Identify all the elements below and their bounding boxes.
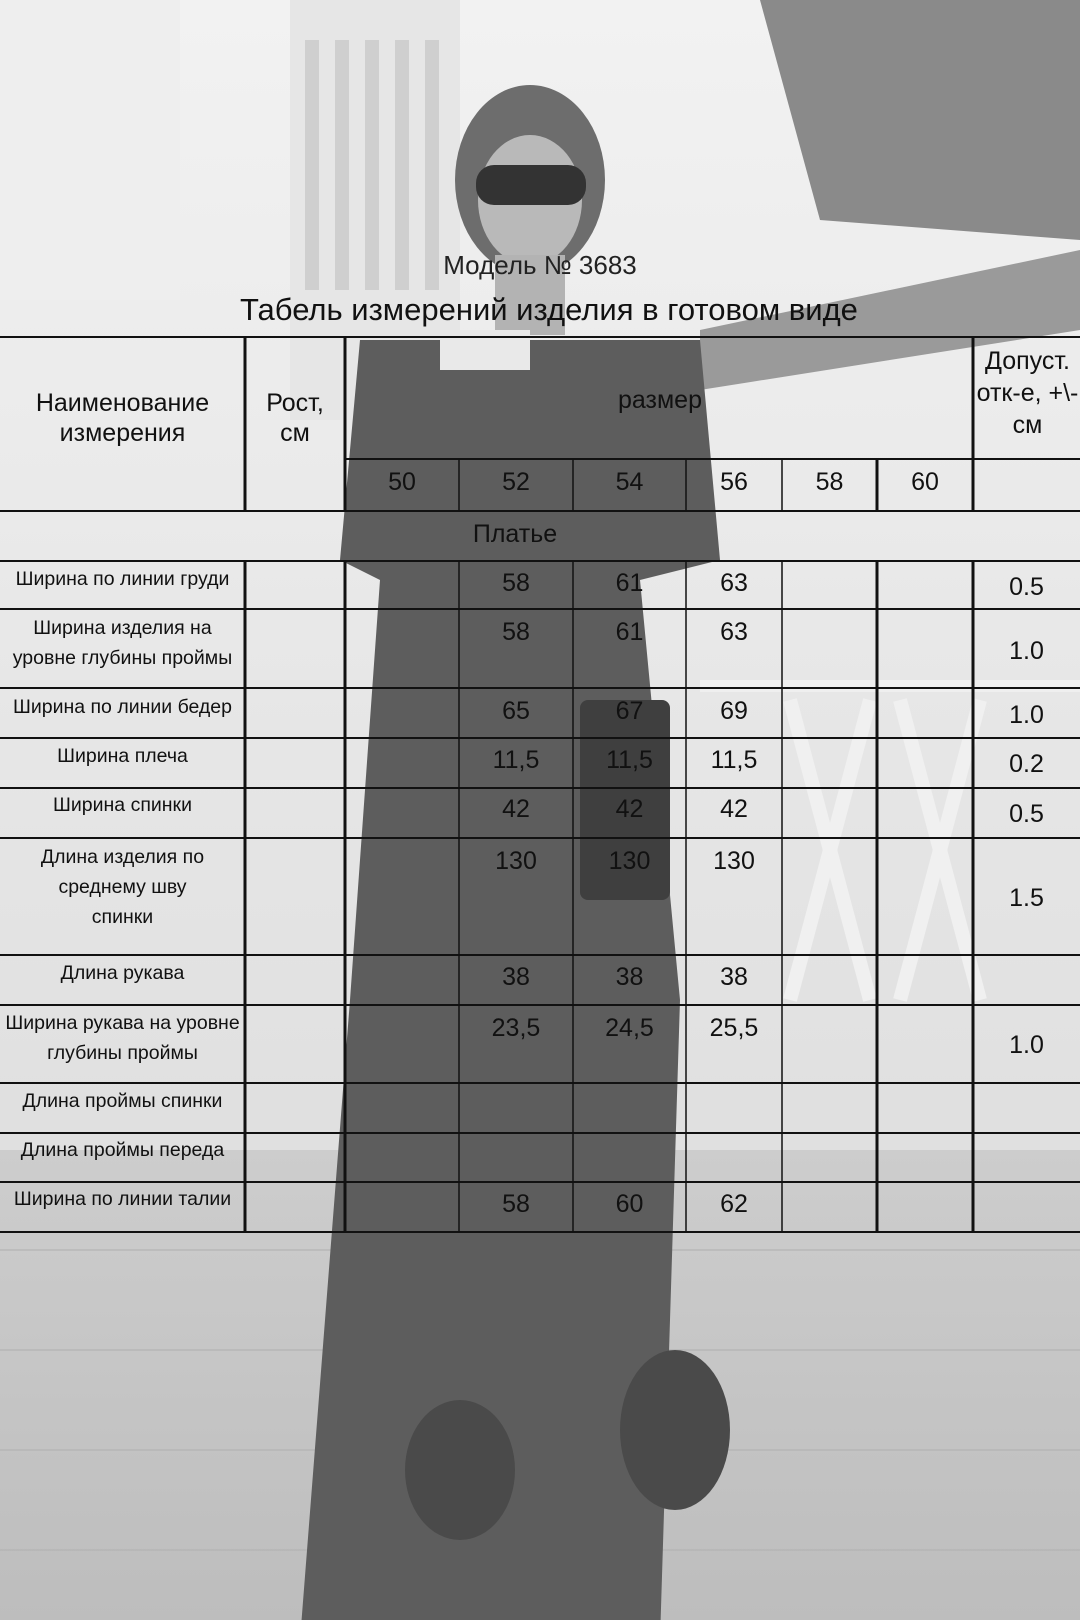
cell-tolerance: 1.0 (1009, 637, 1044, 665)
cell-52: 65 (502, 697, 530, 725)
row-name: Длина изделия по среднему шву спинки (40, 846, 205, 928)
model-number: Модель № 3683 (443, 250, 637, 280)
row-name: Длина проймы переда (20, 1139, 225, 1161)
cell-tolerance: 1.0 (1009, 1031, 1044, 1059)
cell-54: 24,5 (605, 1014, 654, 1042)
size-58: 58 (815, 468, 844, 496)
row-name: Ширина по линии груди (15, 568, 230, 590)
cell-56: 69 (720, 697, 748, 725)
cell-56: 42 (720, 795, 748, 823)
cell-54: 130 (608, 847, 651, 875)
column-header-size: размер (618, 386, 702, 414)
cell-56: 11,5 (710, 746, 758, 774)
column-header-name: Наименование измерения (35, 389, 210, 447)
row-name: Длина рукава (60, 962, 185, 984)
cell-tolerance: 0.2 (1009, 750, 1044, 778)
cell-56: 25,5 (709, 1014, 759, 1042)
cell-54: 61 (615, 618, 644, 646)
cell-52: 58 (502, 618, 530, 646)
cell-tolerance: 0.5 (1009, 800, 1044, 828)
document-title: Табель измерений изделия в готовом виде (240, 292, 858, 327)
cell-52: 58 (502, 569, 530, 597)
size-50: 50 (388, 468, 416, 496)
cell-tolerance: 0.5 (1009, 573, 1044, 601)
cell-52: 38 (502, 963, 530, 991)
cell-52: 11,5 (492, 746, 540, 774)
section-title: Платье (472, 520, 558, 548)
cell-56: 38 (720, 963, 748, 991)
cell-54: 11,5 (606, 746, 653, 774)
cell-54: 42 (615, 795, 644, 823)
row-name: Ширина спинки (53, 794, 192, 816)
cell-54: 38 (615, 963, 644, 991)
size-54: 54 (615, 468, 644, 496)
cell-56: 62 (720, 1190, 748, 1218)
row-name: Ширина изделия на уровне глубины проймы (12, 617, 233, 669)
cell-52: 23,5 (491, 1014, 541, 1042)
row-name: Длина проймы спинки (22, 1090, 223, 1112)
row-name: Ширина по линии бедер (12, 696, 233, 718)
cell-56: 130 (713, 847, 755, 875)
cell-52: 58 (502, 1190, 530, 1218)
cell-52: 130 (495, 847, 537, 875)
row-name: Ширина по линии талии (13, 1188, 232, 1210)
size-60: 60 (911, 468, 939, 496)
cell-52: 42 (502, 795, 530, 823)
cell-54: 60 (615, 1190, 644, 1218)
size-56: 56 (720, 468, 748, 496)
cell-tolerance: 1.5 (1009, 884, 1044, 912)
cell-tolerance: 1.0 (1009, 701, 1044, 729)
cell-56: 63 (720, 618, 748, 646)
column-header-tolerance: Допуст. отк-е, +\-см (976, 347, 1079, 439)
cell-56: 63 (720, 569, 748, 597)
cell-54: 67 (615, 697, 644, 725)
row-name: Ширина рукава на уровне глубины проймы (5, 1012, 240, 1064)
cell-54: 61 (615, 569, 644, 597)
row-name: Ширина плеча (57, 745, 188, 767)
column-header-height: Рост, см (266, 389, 324, 447)
size-52: 52 (502, 468, 530, 496)
